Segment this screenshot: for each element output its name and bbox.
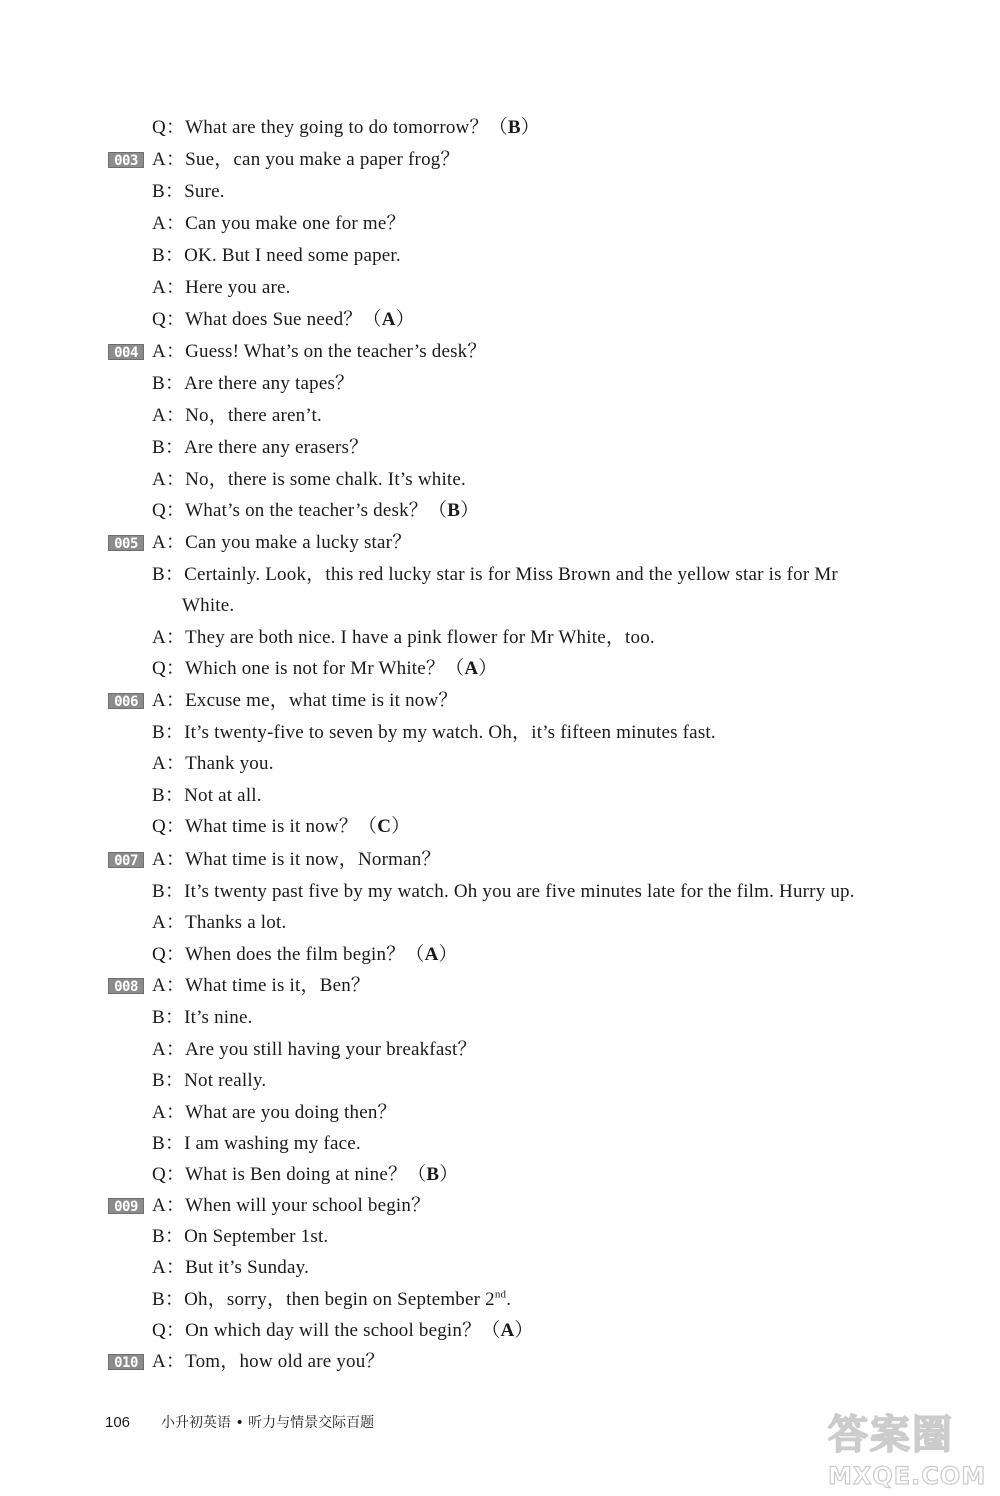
dialogue-line xyxy=(152,848,441,872)
line-text: B：It’s twenty past five by my watch. Oh you are five minutes late for the film. Hurry up. xyxy=(152,881,855,902)
line-text: A：Are you still having your breakfast？ xyxy=(152,1039,477,1060)
answer-close-paren: ） xyxy=(439,1164,459,1185)
dialogue-line xyxy=(152,116,540,140)
line-text: A：Here you are. xyxy=(152,277,291,298)
dialogue-line xyxy=(152,1288,511,1312)
dialogue-line xyxy=(182,594,234,618)
line-text: B：OK. But I need some paper. xyxy=(152,245,401,266)
dialogue-line xyxy=(152,1038,477,1062)
dialogue-line xyxy=(152,1163,458,1187)
dialogue-line xyxy=(152,212,406,236)
dialogue-line xyxy=(152,531,411,555)
dialogue-line xyxy=(152,404,322,428)
line-text: B：Sure. xyxy=(152,181,225,202)
answer-letter: B xyxy=(426,1164,440,1185)
watermark-logo xyxy=(828,1410,998,1492)
line-text: A：Thank you. xyxy=(152,753,274,774)
question-number-badge: 003 xyxy=(108,152,144,168)
line-text: A：Can you make one for me？ xyxy=(152,213,406,234)
line-text: B：It’s twenty-five to seven by my watch. Oh，it’s fifteen minutes fast. xyxy=(152,722,716,743)
line-text: A：Guess! What’s on the teacher’s desk？ xyxy=(152,341,487,362)
question-number-badge: 007 xyxy=(108,852,144,868)
dialogue-line xyxy=(152,911,286,935)
dialogue-line xyxy=(152,689,458,713)
ordinal-suffix: nd xyxy=(494,1288,507,1301)
line-text: A：But it’s Sunday. xyxy=(152,1257,310,1278)
line-text: B：Are there any tapes？ xyxy=(152,373,355,394)
line-text: A：When will your school begin？ xyxy=(152,1195,431,1216)
line-text: Q：On which day will the school begin？（ xyxy=(152,1320,501,1341)
question-number-badge: 010 xyxy=(108,1354,144,1370)
line-text: B：Certainly. Look，this red lucky star is for Miss Brown and the yellow star is for Mr xyxy=(152,564,838,585)
line-text: Q：What time is it now？（ xyxy=(152,816,378,837)
answer-close-paren: ） xyxy=(460,500,480,521)
line-text: A：Can you make a lucky star？ xyxy=(152,532,412,553)
question-number-badge: 004 xyxy=(108,344,144,360)
dialogue-line xyxy=(152,1350,385,1374)
line-text: A：No，there aren’t. xyxy=(152,405,322,426)
dialogue-line xyxy=(152,626,655,650)
line-text: Q：What does Sue need？（ xyxy=(152,309,382,330)
dialogue-line xyxy=(152,657,497,681)
answer-close-paren: ） xyxy=(438,944,458,965)
question-number-badge: 005 xyxy=(108,535,144,551)
question-number-badge: 008 xyxy=(108,978,144,994)
line-text: A：Excuse me，what time is it now？ xyxy=(152,690,458,711)
line-text: Q：Which one is not for Mr White？（ xyxy=(152,658,465,679)
line-text: B：Oh，sorry，then begin on September 2 xyxy=(152,1289,495,1310)
line-text: Q：What is Ben doing at nine？（ xyxy=(152,1164,427,1185)
answer-close-paren: ） xyxy=(391,816,411,837)
dialogue-line xyxy=(152,276,291,300)
question-number-badge: 006 xyxy=(108,693,144,709)
line-text: A：What time is it now，Norman？ xyxy=(152,849,441,870)
line-text-tail: . xyxy=(506,1289,512,1310)
dialogue-line xyxy=(152,721,716,745)
dialogue-line xyxy=(152,1101,397,1125)
line-text: B：Are there any erasers？ xyxy=(152,437,369,458)
dialogue-line xyxy=(152,974,370,998)
dialogue-line xyxy=(152,784,262,808)
line-text: B：Not really. xyxy=(152,1070,267,1091)
dialogue-line xyxy=(152,180,225,204)
dialogue-line xyxy=(152,308,415,332)
answer-close-paren: ） xyxy=(514,1320,534,1341)
dialogue-line xyxy=(152,1006,253,1030)
line-text: A：They are both nice. I have a pink flower for Mr White，too. xyxy=(152,627,655,648)
watermark-top-text: 答案圈 xyxy=(828,1412,954,1458)
dialogue-line xyxy=(152,815,410,839)
page-number: 106 xyxy=(105,1414,131,1431)
dialogue-line xyxy=(152,1132,361,1156)
line-text: B：It’s nine. xyxy=(152,1007,253,1028)
dialogue-line xyxy=(152,943,458,967)
dialogue-line xyxy=(152,372,354,396)
dialogue-line xyxy=(152,1319,534,1343)
line-text: A：No，there is some chalk. It’s white. xyxy=(152,469,466,490)
answer-close-paren: ） xyxy=(395,309,415,330)
line-text: Q：When does the film begin？（ xyxy=(152,944,425,965)
dialogue-line xyxy=(152,1069,266,1093)
dialogue-line xyxy=(152,1194,430,1218)
line-text: A：What time is it，Ben？ xyxy=(152,975,371,996)
answer-letter: A xyxy=(464,658,479,679)
answer-letter: B xyxy=(507,117,521,138)
dialogue-line xyxy=(152,880,855,904)
book-title: 小升初英语 • 听力与情景交际百题 xyxy=(161,1415,375,1431)
answer-close-paren: ） xyxy=(478,658,498,679)
dialogue-line xyxy=(152,340,487,364)
dialogue-line xyxy=(152,1256,309,1280)
dialogue-line xyxy=(152,244,401,268)
dialogue-line xyxy=(152,499,479,523)
line-text: Q：What’s on the teacher’s desk？（ xyxy=(152,500,448,521)
dialogue-line xyxy=(152,436,368,460)
answer-letter: B xyxy=(447,500,461,521)
line-text: B：I am washing my face. xyxy=(152,1133,361,1154)
line-text: B：Not at all. xyxy=(152,785,262,806)
dialogue-line xyxy=(152,563,838,587)
answer-letter: A xyxy=(500,1320,515,1341)
answer-close-paren: ） xyxy=(520,117,540,138)
line-text: A：Thanks a lot. xyxy=(152,912,287,933)
line-text: A：Sue，can you make a paper frog？ xyxy=(152,149,460,170)
answer-letter: C xyxy=(377,816,392,837)
answer-letter: A xyxy=(381,309,396,330)
dialogue-line xyxy=(152,752,274,776)
line-text: A：Tom，how old are you？ xyxy=(152,1351,385,1372)
watermark-bottom-text: MXQE.COM xyxy=(828,1462,987,1490)
line-text: Q：What are they going to do tomorrow？（ xyxy=(152,117,508,138)
question-number-badge: 009 xyxy=(108,1198,144,1214)
dialogue-line xyxy=(152,468,466,492)
dialogue-line xyxy=(152,148,460,172)
answer-letter: A xyxy=(424,944,439,965)
line-text: White. xyxy=(182,595,235,616)
line-text: B：On September 1st. xyxy=(152,1226,329,1247)
dialogue-line xyxy=(152,1225,328,1249)
line-text: A：What are you doing then？ xyxy=(152,1102,397,1123)
